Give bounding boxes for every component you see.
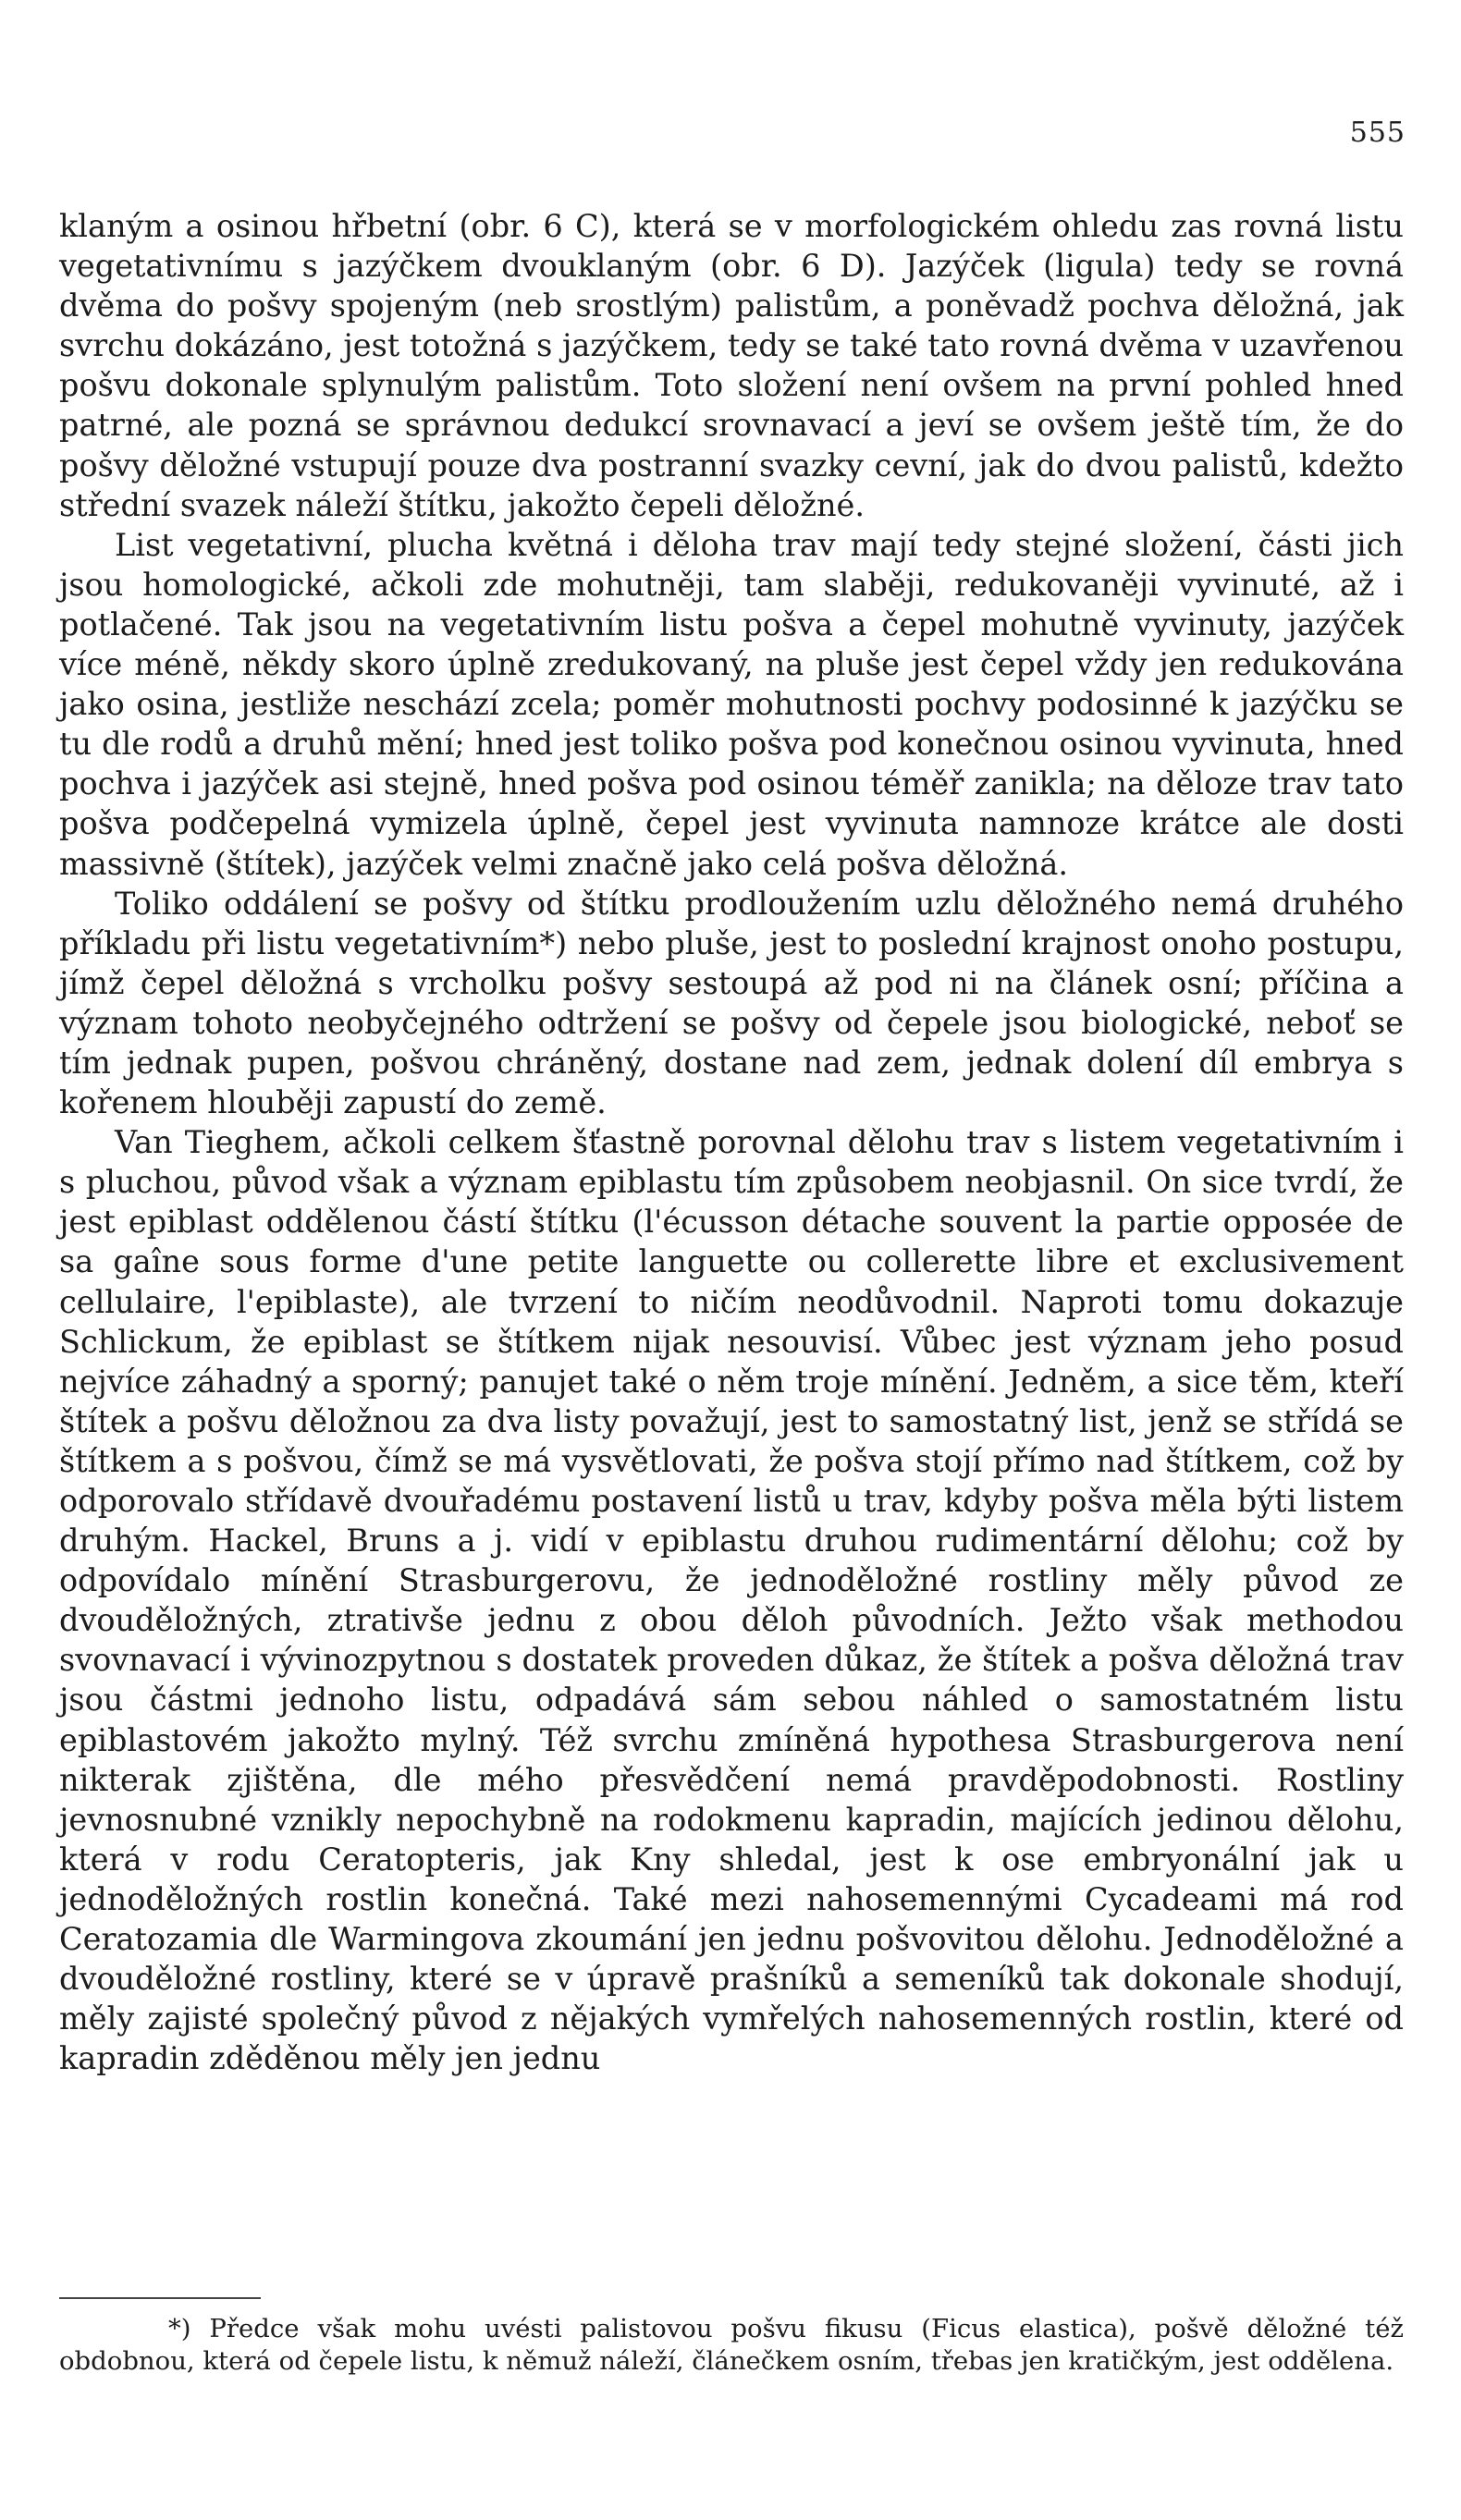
- paragraph: Toliko oddálení se pošvy od štítku prodloužením uzlu děložného nemá druhého příkladu při listu vegetativním*) nebo pluše, jest to poslední krajnost onoho postupu, jímž čepel děložná s vrcholku pošvy sestoupá až pod ni na článek osní; příčina a význam tohoto neobyčejného odtržení se pošvy od čepele jsou biologické, neboť se tím jednak pupen, pošvou chráněný, dostane nad zem, jednak dolení díl embrya s kořenem hlouběji zapustí do země.: [59, 885, 1404, 1121]
- footnote-separator: [59, 2297, 261, 2299]
- footnote: *) Předce však mohu uvésti palistovou pošvu fikusu (Ficus elastica), pošvě děložné též obdobnou, která od čepele listu, k němuž náleží, článečkem osním, třebas jen kratičkým, jest oddělena.: [59, 2314, 1404, 2376]
- page-number: 555: [1349, 116, 1406, 149]
- body-text: [59, 206, 1404, 2078]
- paragraph: List vegetativní, plucha květná i děloha trav mají tedy stejné složení, části jich jsou homologické, ačkoli zde mohutněji, tam slaběji, redukovaněji vyvinuté, až i potlačené. Tak jsou na vegetativním listu pošva a čepel mohutně vyvinuty, jazýček více méně, někdy skoro úplně zredukovaný, na plušе jest čepel vždy jen redukována jako osina, jestliže neschází zcela; poměr mohutnosti pochvy podosinné k jazýčku se tu dle rodů a druhů mění; hned jest toliko pošva pod konečnou osinou vyvinuta, hned pochva i jazýček asi stejně, hned pošva pod osinou téměř zanikla; na děloze trav tato pošva podčepelná vymizela úplně, čepel jest vyvinuta namnoze krátce ale dosti massivně (štítek), jazýček velmi značně jako celá pošva děložná.: [59, 526, 1404, 882]
- paragraph: Van Tieghem, ačkoli celkem šťastně porovnal dělohu trav s listem vegetativním i s pluchou, původ však a význam epiblastu tím způsobem neobjasnil. On sice tvrdí, že jest epiblast oddělenou částí štítku (l'écusson détache souvent la partie opposée de sa gaîne sous forme d'une petite languette ou collerette libre et exclusivement cellulaire, l'epiblaste), ale tvrzení to ničím neodůvodnil. Naproti tomu dokazuje Schlickum, že epiblast se štítkem nijak nesouvisí. Vůbec jest význam jeho posud nejvíce záhadný a sporný; panujet také o něm troje mínění. Jedněm, a sice těm, kteří štítek a pošvu děložnou za dva listy považují, jest to samostatný list, jenž se střídá se štítkem a s pošvou, čímž se má vysvětlovati, že pošva stojí přímo nad štítkem, což by odporovalo střídavě dvouřadému postavení listů u trav, kdyby pošva měla býti listem druhým. Hackel, Bruns a j. vidí v epiblastu druhou rudimentární dělohu; což by odpovídalo mínění Strasburgerovu, že jednoděložné rostliny měly původ ze dvouděložných, ztrativše jednu z obou děloh původních. Ježto však methodou svovnavací i vývinozpytnou s dostatek proveden důkaz, že štítek a pošva děložná trav jsou částmi jednoho listu, odpadává sám sebou náhled o samostatném listu epiblastovém jakožto mylný. Též svrchu zmíněná hypothesa Strasburgerova není nikterak zjištěna, dle mého přesvědčení nemá pravděpodobnosti. Rostliny jevnosnubné vznikly nepochybně na rodokmenu kapradin, majících jedinou dělohu, která v rodu Ceratopteris, jak Kny shledal, jest k ose embryonální jak u jednoděložných rostlin konečná. Také mezi nahosemennými Cycadeami má rod Ceratozamia dle Warmingova zkoumání jen jednu pošvovitou dělohu. Jednoděložné a dvouděložné rostliny, které se v úpravě prašníků a semeníků tak dokonale shodují, měly zajisté společný původ z nějakých vymřelých nahosemenných rostlin, které od kapradin zděděnou měly jen jednu: [59, 1124, 1404, 2077]
- paragraph: klaným a osinou hřbetní (obr. 6 C), která se v morfologickém ohledu zas rovná listu vegetativnímu s jazýčkem dvouklaným (obr. 6 D). Jazýček (ligula) tedy se rovná dvěma do pošvy spojeným (neb srostlým) palistům, a poněvadž pochva děložná, jak svrchu dokázáno, jest totožná s jazýčkem, tedy se také tato rovná dvěma v uzavřenou pošvu dokonale splynulým palistům. Toto složení není ovšem na první pohled hned patrné, ale pozná se správnou dedukcí srovnavací a jeví se ovšem ještě tím, že do pošvy děložné vstupují pouze dva postranní svazky cevní, jak do dvou palistů, kdežto střední svazek náleží štítku, jakožto čepeli děložné.: [59, 208, 1404, 523]
